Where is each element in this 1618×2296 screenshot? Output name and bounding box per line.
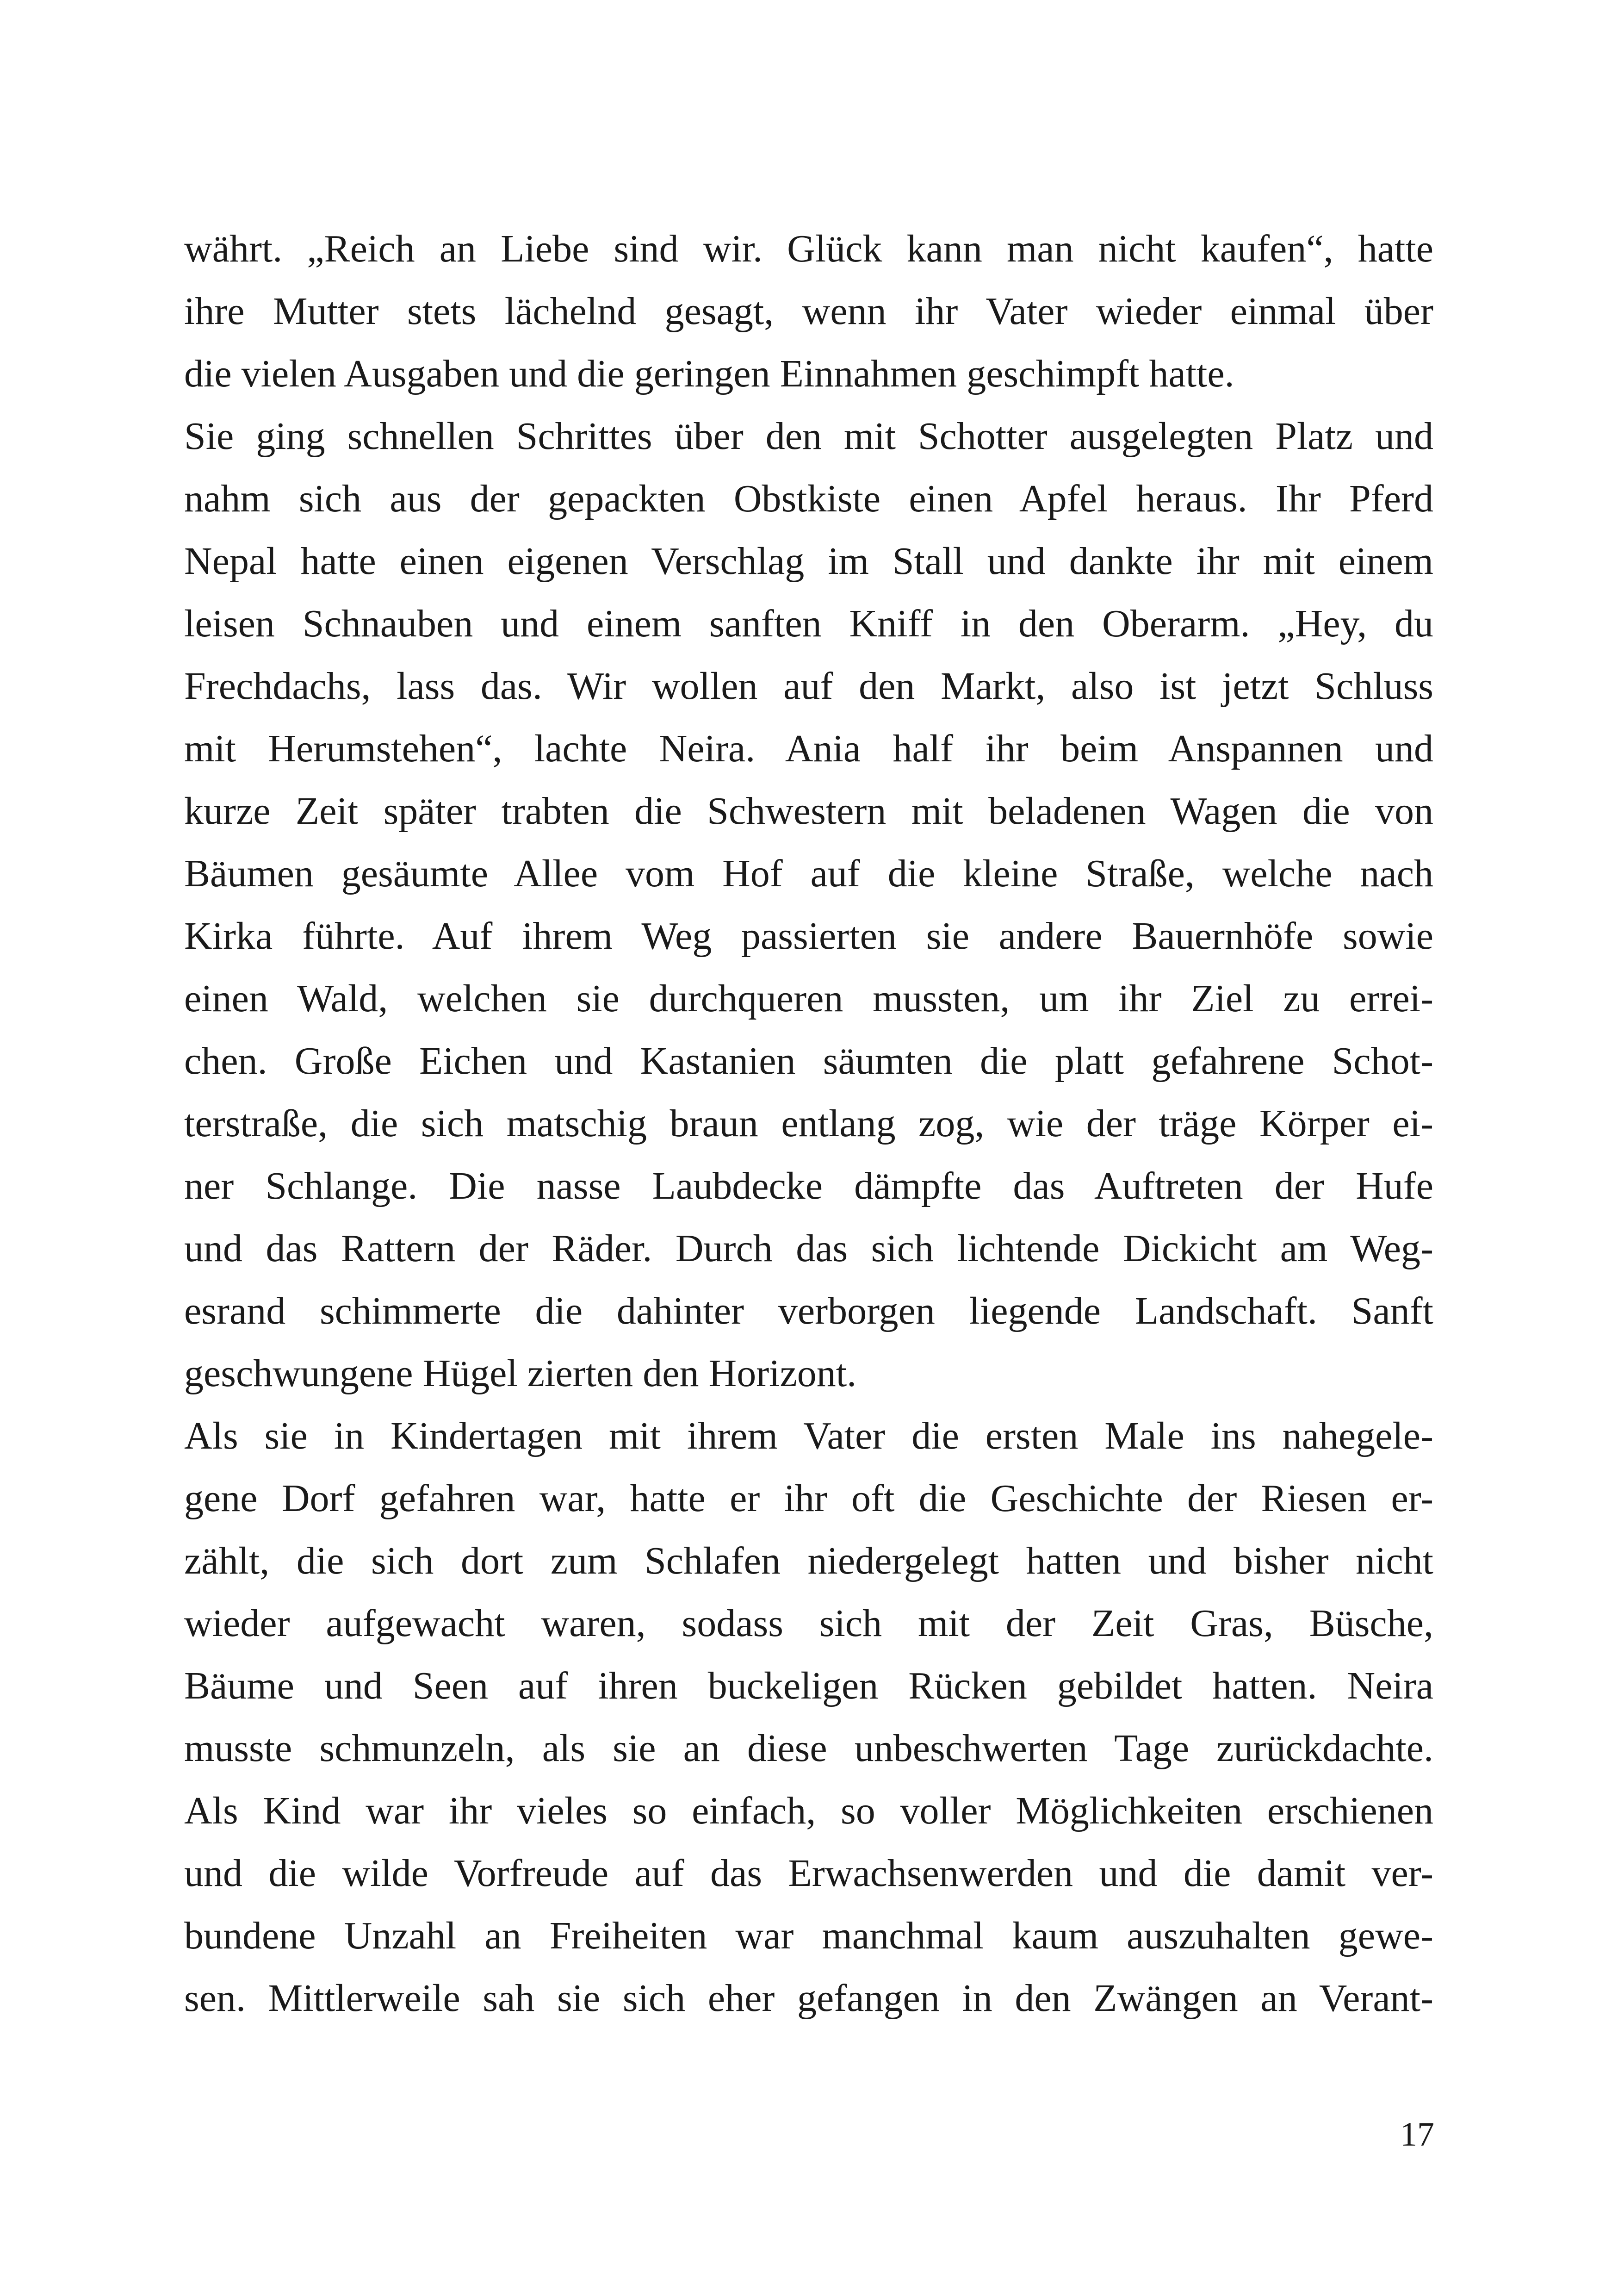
page-number: 17 — [1400, 2116, 1434, 2153]
text-line: Bäumen gesäumte Allee vom Hof auf die kleine Straße, welche nach — [184, 852, 1433, 895]
text-line: ihre Mutter stets lächelnd gesagt, wenn ihr Vater wieder einmal über — [184, 290, 1433, 333]
text-line: Als Kind war ihr vieles so einfach, so voller Möglichkeiten erschienen — [184, 1789, 1433, 1832]
body-text — [184, 218, 1433, 2029]
text-line: währt. „Reich an Liebe sind wir. Glück kann man nicht kaufen“, hatte — [184, 227, 1433, 270]
text-line: esrand schimmerte die dahinter verborgen liegende Landschaft. Sanft — [184, 1289, 1433, 1332]
text-line: mit Herumstehen“, lachte Neira. Ania half ihr beim Anspannen und — [184, 727, 1433, 770]
text-line: und das Rattern der Räder. Durch das sich lichtende Dickicht am Weg- — [184, 1227, 1433, 1270]
text-line: kurze Zeit später trabten die Schwestern mit beladenen Wagen die von — [184, 790, 1433, 833]
text-line: bundene Unzahl an Freiheiten war manchmal kaum auszuhalten gewe- — [184, 1914, 1433, 1957]
text-line: einen Wald, welchen sie durchqueren mussten, um ihr Ziel zu errei- — [184, 977, 1433, 1020]
text-line: ner Schlange. Die nasse Laubdecke dämpfte das Auftreten der Hufe — [184, 1164, 1433, 1207]
text-line: wieder aufgewacht waren, sodass sich mit der Zeit Gras, Büsche, — [184, 1602, 1433, 1645]
text-line: gene Dorf gefahren war, hatte er ihr oft die Geschichte der Riesen er- — [184, 1477, 1433, 1520]
text-line: Sie ging schnellen Schrittes über den mit Schotter ausgelegten Platz und — [184, 415, 1433, 458]
text-line: Als sie in Kindertagen mit ihrem Vater die ersten Male ins nahegele- — [184, 1414, 1433, 1457]
text-line: nahm sich aus der gepackten Obstkiste einen Apfel heraus. Ihr Pferd — [184, 477, 1433, 520]
text-line: die vielen Ausgaben und die geringen Einnahmen geschimpft hatte. — [184, 352, 1234, 395]
text-line: terstraße, die sich matschig braun entlang zog, wie der träge Körper ei- — [184, 1102, 1433, 1145]
text-line: Nepal hatte einen eigenen Verschlag im Stall und dankte ihr mit einem — [184, 540, 1433, 583]
text-line: und die wilde Vorfreude auf das Erwachsenwerden und die damit ver- — [184, 1852, 1433, 1895]
text-line: leisen Schnauben und einem sanften Kniff in den Oberarm. „Hey, du — [184, 602, 1433, 645]
text-line: Bäume und Seen auf ihren buckeligen Rücken gebildet hatten. Neira — [184, 1664, 1433, 1707]
text-line: geschwungene Hügel zierten den Horizont. — [184, 1352, 857, 1395]
text-line: Frechdachs, lass das. Wir wollen auf den Markt, also ist jetzt Schluss — [184, 665, 1433, 708]
text-line: chen. Große Eichen und Kastanien säumten die platt gefahrene Schot- — [184, 1039, 1433, 1083]
text-line: Kirka führte. Auf ihrem Weg passierten sie andere Bauernhöfe sowie — [184, 915, 1433, 958]
text-line: sen. Mittlerweile sah sie sich eher gefangen in den Zwängen an Verant- — [184, 1977, 1433, 2020]
text-line: zählt, die sich dort zum Schlafen niedergelegt hatten und bisher nicht — [184, 1539, 1433, 1582]
text-line: musste schmunzeln, als sie an diese unbeschwerten Tage zurückdachte. — [184, 1727, 1433, 1770]
